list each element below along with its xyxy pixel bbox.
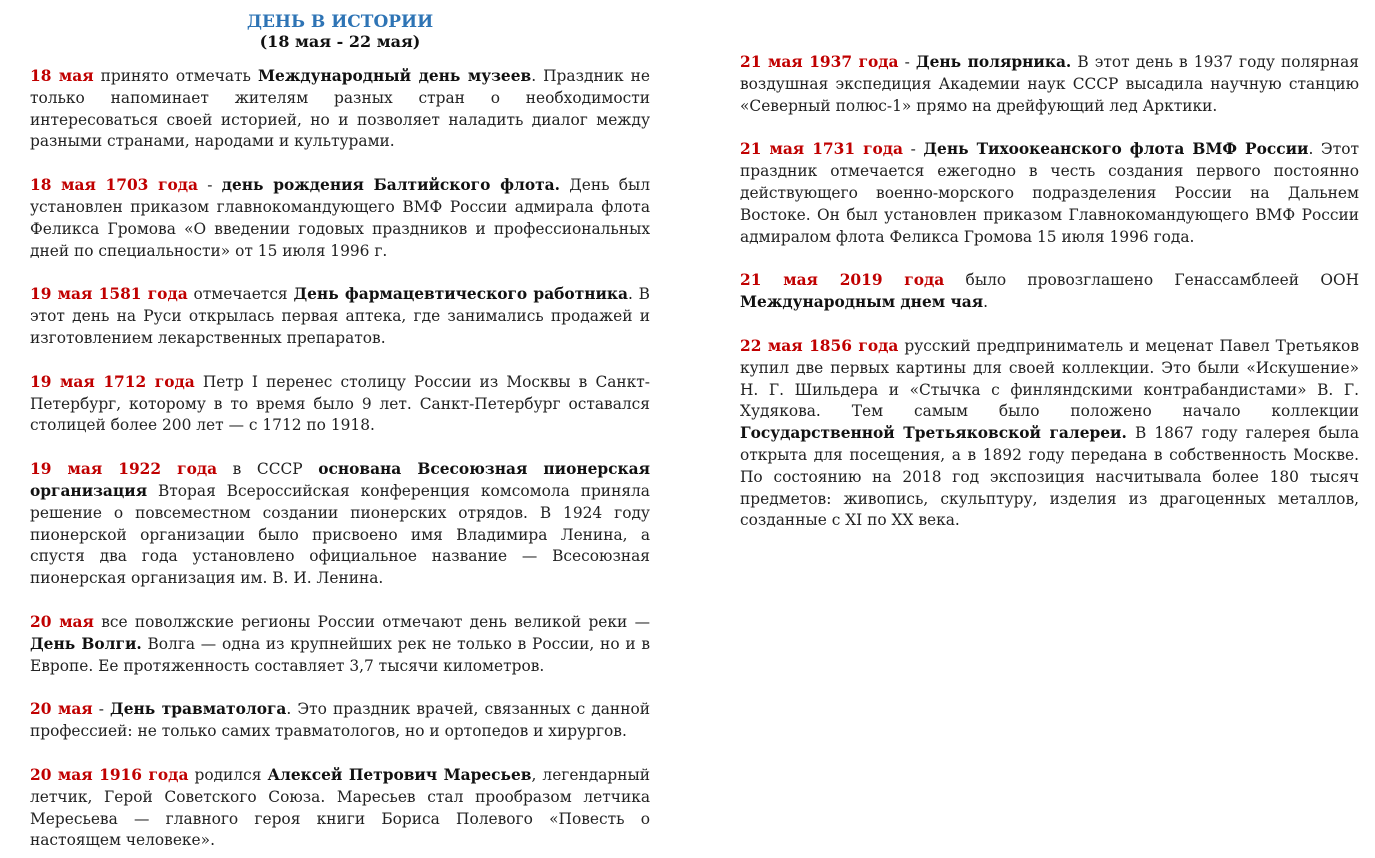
entry-text: - xyxy=(92,700,111,719)
right-entries xyxy=(740,52,1359,532)
entry-text: было провозглашено Генассамблеей ООН xyxy=(944,271,1359,290)
entry-text: принято отмечать xyxy=(93,67,258,85)
history-entry xyxy=(30,765,650,852)
entry-date: 19 мая 1712 года xyxy=(30,372,195,391)
entry-text: все поволжские регионы России отмечают день великой реки — xyxy=(93,612,650,631)
entry-highlight: День травматолога xyxy=(110,700,287,719)
history-entry xyxy=(740,336,1359,532)
entry-date: 21 мая 1731 года xyxy=(740,140,904,159)
left-column xyxy=(30,0,650,852)
entry-text: - xyxy=(903,140,924,159)
entry-text: В 1867 году галерея была открыта для посещения, а в 1892 году передана в собственность Москве. По состоянию на 2018 год экспозиция насчитывала более 180 тысяч предметов: живопись, скульптуру, изделия из драгоценных металлов, созданные с XI по XX века. xyxy=(740,424,1359,530)
entry-text: отмечается xyxy=(187,285,294,304)
left-entries xyxy=(30,66,650,852)
page-subtitle: (18 мая - 22 мая) xyxy=(259,32,421,51)
history-entry xyxy=(740,139,1359,248)
entry-text: Волга — одна из крупнейших рек не только в России, но и в Европе. Ее протяженность составляет 3,7 тысячи километров. xyxy=(30,634,650,675)
entry-text: русский предприниматель и меценат Павел Третьяков купил две первых картины для своей коллекции. Это были «Искушение» Н. Г. Шильдера и «Стычка с финляндскими контрабандистами» В. Г. Худякова. Тем самым было положено начало коллекции xyxy=(740,336,1359,421)
entry-date: 19 мая 1581 года xyxy=(30,285,188,304)
entry-highlight: Международным днем чая xyxy=(740,293,984,312)
entry-text: . Праздник не только напоминает жителям разных стран о необходимости интересоваться своей историей, но и позволяет наладить диалог между разными странами, народами и культурами. xyxy=(30,67,650,151)
history-entry xyxy=(30,612,650,677)
right-column xyxy=(740,0,1359,532)
history-entry xyxy=(30,459,650,590)
entry-highlight: Алексей Петрович Маресьев xyxy=(267,765,532,784)
entry-text: . В этот день на Руси открылась первая аптека, где занимались продажей и изготовлением лекарственных препаратов. xyxy=(30,285,650,347)
entry-date: 20 мая 1916 года xyxy=(30,765,189,784)
entry-text: День был установлен приказом главнокомандующего ВМФ России адмирала флота Феликса Громова «О введении годовых праздников и профессиональных дней по специальности» от 15 июля 1996 г. xyxy=(30,176,650,260)
entry-highlight: День Тихоокеанского флота ВМФ России xyxy=(923,140,1309,159)
entry-highlight: Международный день музеев xyxy=(257,67,532,85)
entry-date: 22 мая 1856 года xyxy=(740,336,899,355)
entry-date: 21 мая 1937 года xyxy=(740,53,899,71)
entry-text: Петр I перенес столицу России из Москвы в Санкт-Петербург, которому в то время было 9 лет. Санкт-Петербург оставался столицей более 200 лет — с 1712 по 1918. xyxy=(30,372,651,435)
entry-date: 20 мая xyxy=(30,700,93,719)
history-entry xyxy=(30,175,650,262)
page-title: ДЕНЬ В ИСТОРИИ xyxy=(246,12,434,32)
entry-date: 18 мая xyxy=(30,67,94,85)
entry-highlight: основана Всесоюзная пионерская организация xyxy=(30,460,650,500)
entry-text: Вторая Всероссийская конференция комсомола приняла решение о повсеместном создании пионерских отрядов. В 1924 году пионерской организации было присвоено имя Владимира Ленина, а спустя два года установлено официальное название — Всесоюзная пионерская организация им. В. И. Ленина. xyxy=(30,481,650,588)
history-entry xyxy=(30,66,650,153)
entry-text: В этот день в 1937 году полярная воздушная экспедиция Академии наук СССР высадила научную станцию «Северный полюс-1» прямо на дрейфующий лед Арктики. xyxy=(740,53,1359,115)
entry-text: . xyxy=(983,293,988,312)
history-entry xyxy=(30,372,650,437)
history-entry xyxy=(30,699,650,743)
entry-text: - xyxy=(898,53,916,71)
entry-highlight: Государственной Третьяковской галереи. xyxy=(740,424,1127,443)
entry-highlight: День фармацевтического работника xyxy=(293,285,628,304)
entry-text: . Этот праздник отмечается ежегодно в честь создания первого постоянно действующего военно-морского подразделения России на Дальнем Востоке. Он был установлен приказом Главнокомандующего ВМФ России адмиралом флота Феликса Громова 15 июля 1996 года. xyxy=(740,140,1359,246)
entry-text: родился xyxy=(188,765,268,784)
entry-text: в СССР xyxy=(217,460,319,479)
entry-text: . Это праздник врачей, связанных с данной профессией: не только самих травматологов, но и ортопедов и хирургов. xyxy=(30,700,650,741)
entry-text: - xyxy=(198,176,222,195)
history-entry xyxy=(740,52,1359,117)
entry-highlight: День Волги. xyxy=(30,634,142,653)
entry-highlight: День полярника. xyxy=(915,53,1072,71)
entry-text: , легендарный летчик, Герой Советского Союза. Маресьев стал прообразом летчика Мересьева — главного героя книги Бориса Полевого «Повесть о настоящем человеке». xyxy=(30,765,651,850)
entry-date: 21 мая 2019 года xyxy=(740,271,945,290)
entry-date: 19 мая 1922 года xyxy=(30,460,218,479)
entry-date: 20 мая xyxy=(30,612,94,631)
entry-highlight: день рождения Балтийского флота. xyxy=(221,176,560,195)
history-entry xyxy=(30,284,650,349)
entry-date: 18 мая 1703 года xyxy=(30,176,199,195)
history-entry xyxy=(740,270,1359,314)
